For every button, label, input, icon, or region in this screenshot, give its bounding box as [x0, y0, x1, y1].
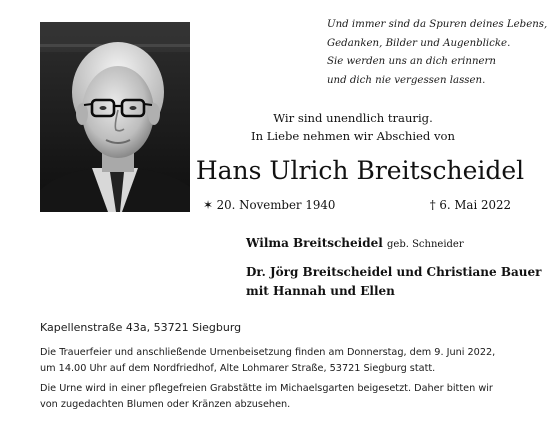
mourners-block — [246, 236, 542, 301]
portrait-illustration — [40, 22, 190, 212]
mourner-spouse — [246, 236, 536, 250]
deceased-name: Hans Ulrich Breitscheidel — [195, 156, 525, 185]
poem-line: Sie werden uns an dich erinnern — [327, 56, 496, 68]
intro-line: In Liebe nehmen wir Abschied von — [250, 128, 455, 143]
service-line: Die Trauerfeier und anschließende Urnenbeisetzung finden am Donnerstag, dem 9. Juni 2022, — [40, 347, 496, 358]
poem-line: Und immer sind da Spuren deines Lebens, — [327, 19, 548, 30]
intro-line: Wir sind unendlich traurig. — [273, 111, 433, 125]
urn-note — [40, 381, 510, 412]
service-line: um 14.00 Uhr auf dem Nordfriedhof, Alte Lohmarer Straße, 53721 Siegburg statt. — [40, 362, 436, 374]
mourner-spouse-name: Wilma Breitscheidel — [246, 236, 383, 250]
death-date: † 6. Mai 2022 — [429, 198, 511, 212]
service-details — [40, 345, 510, 376]
mourner-spouse-nee: geb. Schneider — [387, 239, 464, 250]
birth-date: ✶ 20. November 1940 — [203, 198, 336, 212]
mourner-family — [246, 263, 542, 301]
family-address: Kapellenstraße 43a, 53721 Siegburg — [40, 321, 242, 334]
intro-text — [203, 110, 503, 145]
mourner-family-line: mit Hannah und Ellen — [246, 284, 395, 298]
urn-note-line: von zugedachten Blumen oder Kränzen abzusehen. — [40, 398, 291, 410]
poem-verse — [327, 16, 548, 90]
urn-note-line: Die Urne wird in einer pflegefreien Grabstätte im Michaelsgarten beigesetzt. Daher bitten wir — [40, 383, 493, 394]
mourner-family-line: Dr. Jörg Breitscheidel und Christiane Bauer — [246, 265, 542, 279]
portrait-photo — [40, 22, 190, 212]
poem-line: und dich nie vergessen lassen. — [327, 74, 486, 86]
poem-line: Gedanken, Bilder und Augenblicke. — [327, 37, 511, 49]
